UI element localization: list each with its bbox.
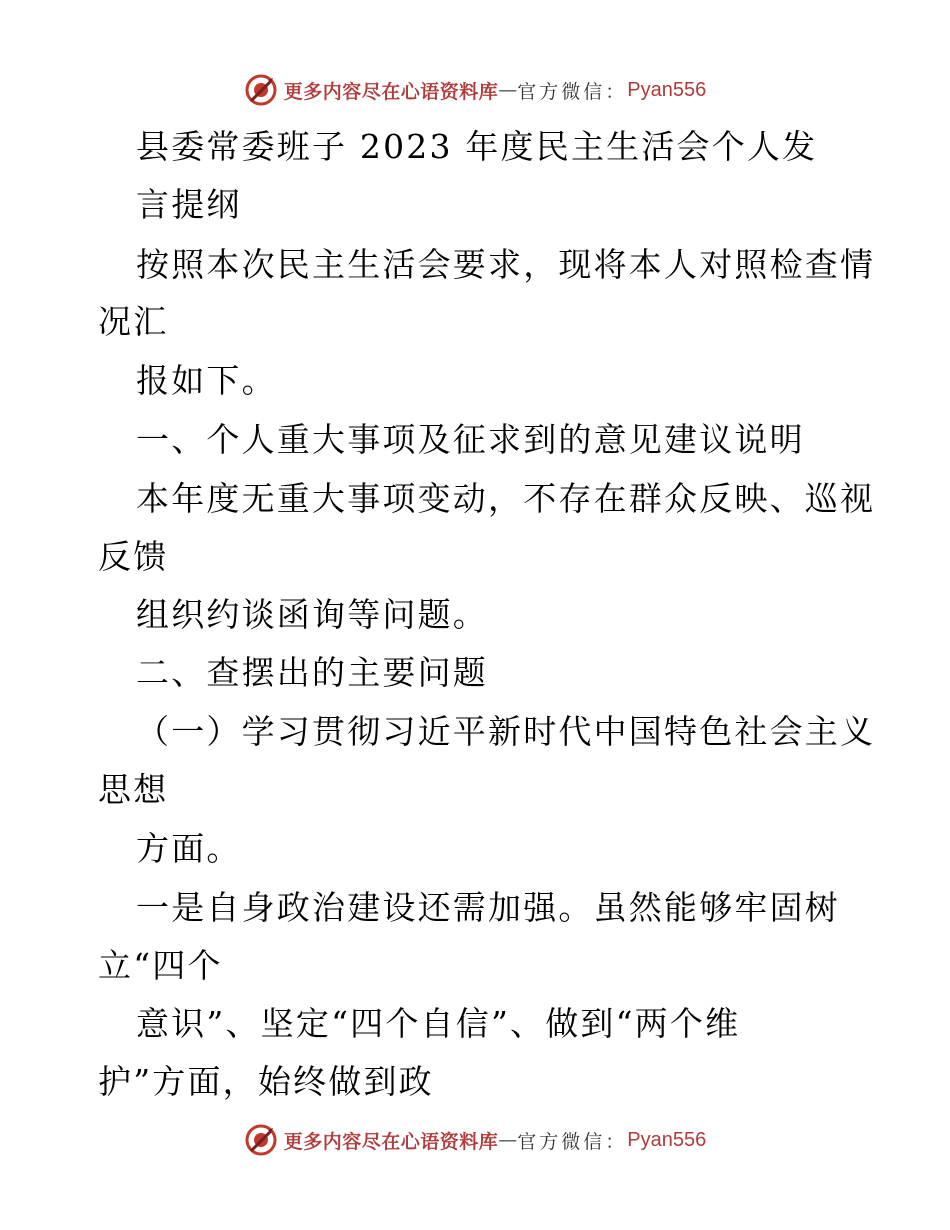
section-heading: 一、个人重大事项及征求到的意见建议说明 — [136, 420, 805, 459]
paragraph-line: 一是自身政治建设还需加强。虽然能够牢固树 — [136, 888, 840, 927]
paragraph-line: 方面。 — [136, 829, 242, 868]
paragraph-line: 反馈 — [98, 537, 169, 576]
paragraph-line: 护”方面，始终做到政 — [98, 1062, 434, 1101]
paragraph-line: 组织约谈函询等问题。 — [136, 595, 488, 634]
watermark-wechat-id: Pyan556 — [627, 1128, 707, 1151]
doc-title-line-1: 县委常委班子 2023 年度民主生活会个人发 — [136, 127, 818, 166]
section-heading: 二、查摆出的主要问题 — [136, 653, 488, 692]
paragraph-line: 思想 — [98, 770, 169, 809]
watermark-separator: — — [498, 79, 518, 101]
doc-title-line-2: 言提纲 — [136, 185, 242, 224]
paragraph-line: 意识”、坚定“四个自信”、做到“两个维 — [136, 1004, 741, 1043]
header-watermark — [0, 70, 950, 110]
paragraph-line: 况汇 — [98, 302, 169, 341]
paragraph-line: 按照本次民主生活会要求，现将本人对照检查情 — [136, 245, 876, 284]
watermark-wechat-id: Pyan556 — [627, 78, 707, 101]
pen-logo-icon — [244, 1123, 278, 1157]
watermark-wechat-label: 官方微信： — [517, 80, 628, 103]
watermark-separator: — — [498, 1129, 518, 1151]
footer-watermark — [0, 1120, 950, 1160]
watermark-wechat-label: 官方微信： — [517, 1130, 628, 1153]
paragraph-line: 本年度无重大事项变动，不存在群众反映、巡视 — [136, 479, 876, 518]
subsection-heading: （一）学习贯彻习近平新时代中国特色社会主义 — [136, 712, 876, 751]
watermark-text: 更多内容尽在心语资料库 — [283, 1130, 499, 1153]
paragraph-line: 报如下。 — [136, 361, 277, 400]
watermark-text: 更多内容尽在心语资料库 — [283, 80, 499, 103]
paragraph-line: 立“四个 — [98, 946, 223, 985]
pen-logo-icon — [244, 73, 278, 107]
